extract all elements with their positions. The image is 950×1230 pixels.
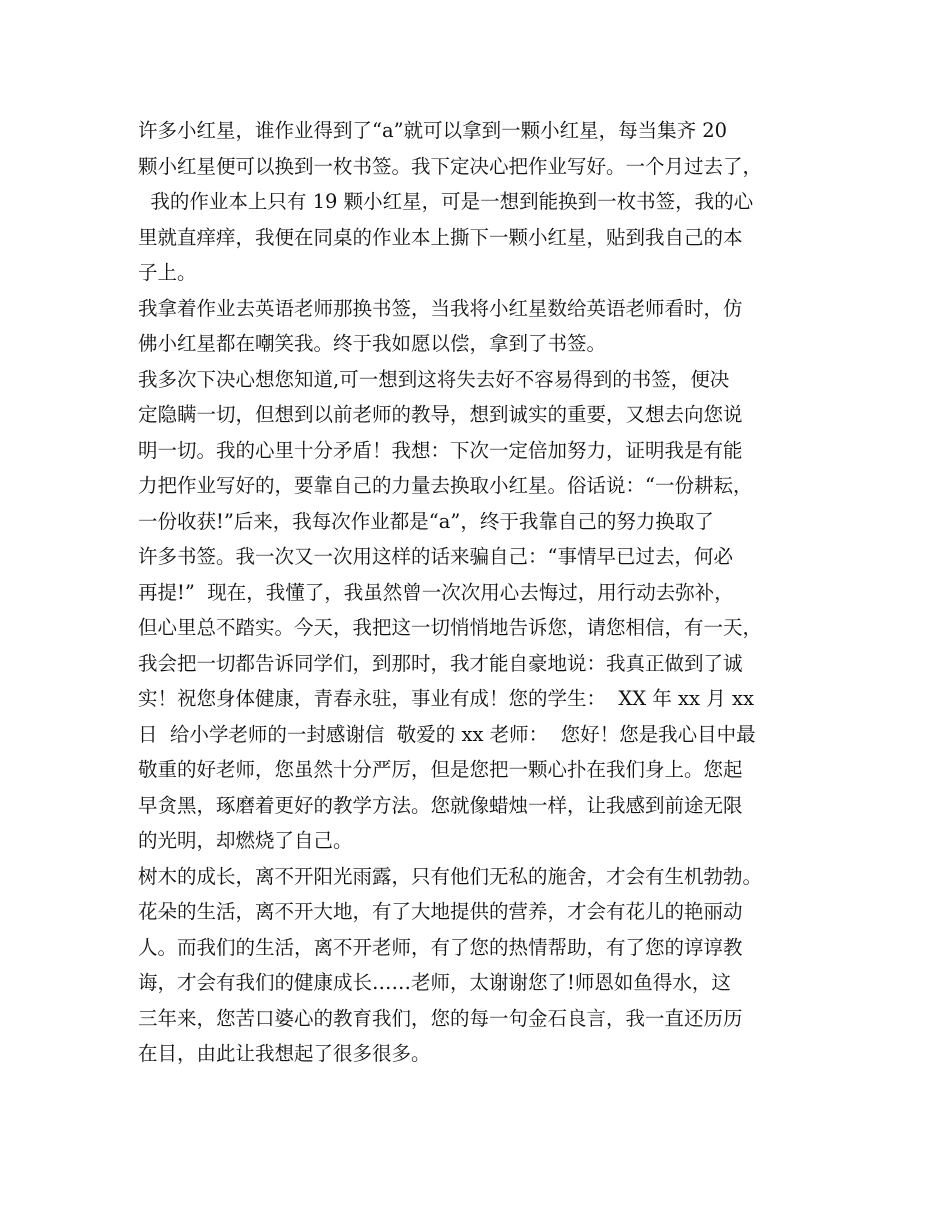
text-line-4: 里就直痒痒，我便在同桌的作业本上撕下一颗小红星，贴到我自己的本 <box>138 225 743 249</box>
text-line-22: 树木的成长，离不开阳光雨露，只有他们无私的施舍，才会有生机勃勃。 <box>138 864 763 888</box>
text-line-9: 定隐瞒一切，但想到以前老师的教导，想到诚实的重要，又想去向您说 <box>138 403 743 426</box>
text-line-1: 许多小红星，谁作业得到了“a”就可以拿到一颗小红星，每当集齐 20 <box>138 119 728 142</box>
text-line-2: 颗小红星便可以换到一枚书签。我下定决心把作业写好。一个月过去了， <box>138 154 763 178</box>
text-line-8: 我多次下决心想您知道,可一想到这将失去好不容易得到的书签，便决 <box>138 367 730 391</box>
text-line-13: 许多书签。我一次又一次用这样的话来骗自己：“事情早已过去，何必 <box>138 545 733 568</box>
text-line-26: 三年来，您苦口婆心的教育我们，您的每一句金石良言，我一直还历历 <box>138 1006 743 1030</box>
text-line-25: 诲，才会有我们的健康成长……老师，太谢谢您了!师恩如鱼得水，这 <box>138 971 731 994</box>
text-line-21: 的光明，却燃烧了自己。 <box>138 829 353 852</box>
text-line-12: 一份收获!”后来，我每次作业都是“a”，终于我靠自己的努力换取了 <box>138 509 714 533</box>
text-line-20: 早贪黑，琢磨着更好的教学方法。您就像蜡烛一样，让我感到前途无限 <box>138 793 743 817</box>
text-line-14: 再提!” 现在，我懂了，我虽然曾一次次用心去悔过，用行动去弥补， <box>138 580 734 604</box>
text-line-18: 日 给小学老师的一封感谢信 敬爱的 xx 老师： 您好！您是我心目中最 <box>138 722 756 746</box>
text-line-6: 我拿着作业去英语老师那换书签，当我将小红星数给英语老师看时，仿 <box>138 296 743 320</box>
text-line-11: 力把作业写好的，要靠自己的力量去换取小红星。俗话说：“一份耕耘， <box>138 474 753 497</box>
text-line-10: 明一切。我的心里十分矛盾！我想：下次一定倍加努力，证明我是有能 <box>138 438 743 462</box>
text-line-23: 花朵的生活，离不开大地，有了大地提供的营养，才会有花儿的艳丽动 <box>138 900 743 923</box>
text-line-5: 子上。 <box>138 261 197 284</box>
text-line-16: 我会把一切都告诉同学们，到那时，我才能自豪地说：我真正做到了诚 <box>138 651 743 675</box>
text-line-17: 实！祝您身体健康，青春永驻，事业有成！您的学生： XX 年 xx 月 xx <box>138 687 754 710</box>
text-line-3: 我的作业本上只有 19 颗小红星，可是一想到能换到一枚书签，我的心 <box>138 190 754 213</box>
text-line-27: 在目，由此让我想起了很多很多。 <box>138 1042 431 1065</box>
text-line-19: 敬重的好老师，您虽然十分严厉，但是您把一颗心扑在我们身上。您起 <box>138 758 743 781</box>
text-line-7: 佛小红星都在嘲笑我。终于我如愿以偿，拿到了书签。 <box>138 332 607 355</box>
text-line-24: 人。而我们的生活，离不开老师，有了您的热情帮助，有了您的谆谆教 <box>138 935 743 959</box>
letter-body <box>138 113 820 1072</box>
text-line-15: 但心里总不踏实。今天，我把这一切悄悄地告诉您，请您相信，有一天， <box>138 616 763 639</box>
